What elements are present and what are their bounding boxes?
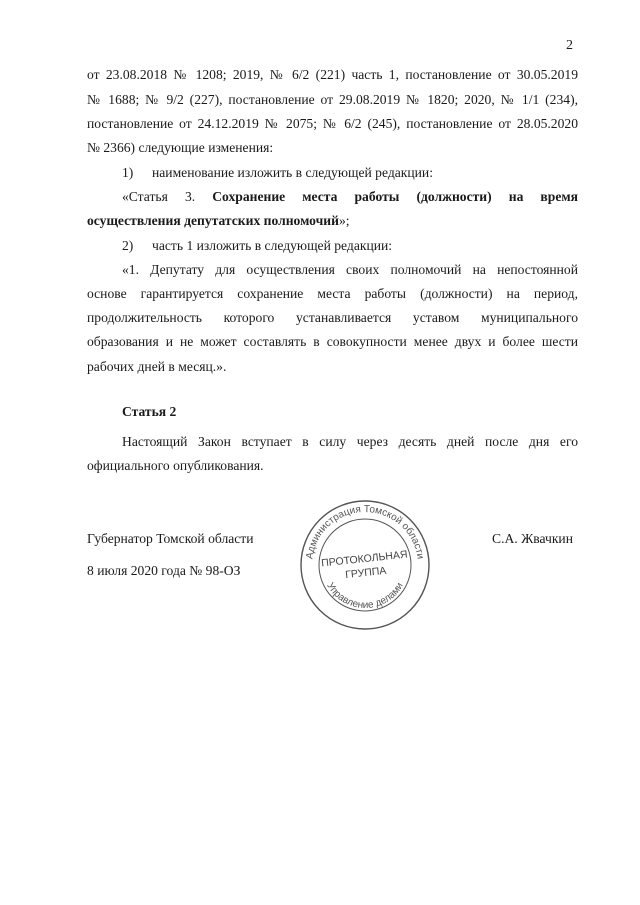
signatory-position: Губернатор Томской области — [87, 531, 254, 546]
quote-title-bold: осуществления депутатских полномочий — [87, 213, 339, 228]
quote-line: «1. Депутату для осуществления своих полномочий на непостоянной — [122, 262, 578, 277]
quote-title-suffix: »; — [338, 213, 350, 228]
quote-line: основе гарантируется сохранение места работы (должности) на период, — [87, 286, 578, 301]
list-item-text: наименование изложить в следующей редакции: — [152, 165, 433, 180]
quote-title-bold: Сохранение места работы (должности) на время — [212, 189, 578, 204]
stamp-outer-text-top: Администрация Томской области — [304, 503, 426, 560]
stamp-center-line1: ПРОТОКОЛЬНАЯ — [320, 548, 409, 570]
stamp-outer-text-bottom: Управление делами — [324, 580, 406, 612]
quote-title-line — [122, 185, 578, 209]
list-item-number: 1) — [122, 165, 134, 180]
quote-title-prefix: «Статья 3. — [122, 189, 196, 204]
signatory-name: С.А. Жвачкин — [492, 531, 573, 546]
article-line: официального опубликования. — [87, 458, 264, 473]
official-stamp — [298, 498, 432, 632]
stamp-center-line2: ГРУППА — [344, 564, 387, 582]
quote-line: продолжительность которого устанавливается уставом муниципального — [87, 310, 578, 325]
quote-line: рабочих дней в месяц.». — [87, 359, 227, 374]
paragraph-line: № 2366) следующие изменения: — [87, 140, 274, 155]
law-date-number: 8 июля 2020 года № 98-ОЗ — [87, 563, 241, 578]
page-number: 2 — [566, 38, 573, 53]
paragraph-line: от 23.08.2018 № 1208; 2019, № 6/2 (221) часть 1, постановление от 30.05.2019 — [87, 67, 578, 82]
article-line: Настоящий Закон вступает в силу через десять дней после дня его — [122, 434, 578, 449]
paragraph-line: постановление от 24.12.2019 № 2075; № 6/2 (245), постановление от 28.05.2020 — [87, 116, 578, 131]
quote-line: образования и не может составлять в совокупности менее двух и более шести — [87, 334, 578, 349]
article-heading: Статья 2 — [122, 404, 177, 419]
paragraph-line: № 1688; № 9/2 (227), постановление от 29.08.2019 № 1820; 2020, № 1/1 (234), — [87, 92, 578, 107]
quote-title-line — [87, 209, 578, 233]
list-item-number: 2) — [122, 238, 134, 253]
list-item-text: часть 1 изложить в следующей редакции: — [152, 238, 393, 253]
